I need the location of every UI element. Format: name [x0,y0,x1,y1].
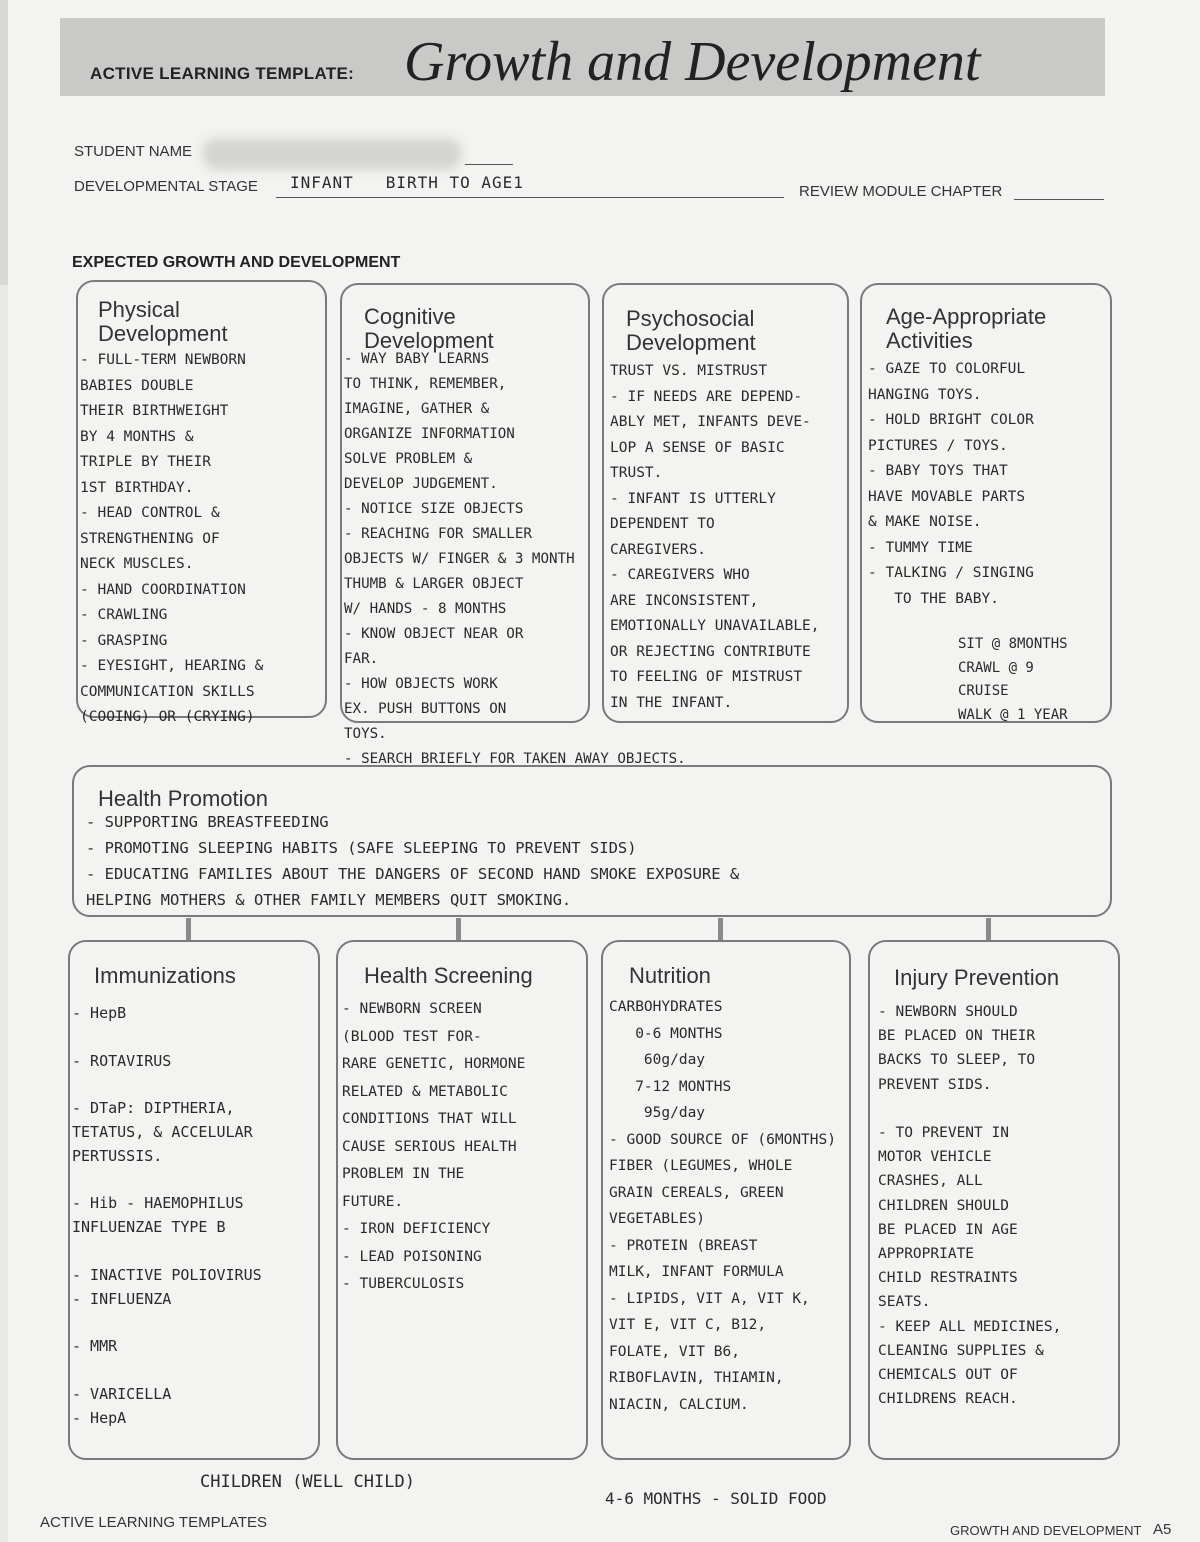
age-appropriate-activities-notes: - GAZE TO COLORFUL HANGING TOYS. - HOLD BRIGHT COLOR PICTURES / TOYS. - BABY TOYS THAT HAVE MOVABLE PARTS & MAKE NOISE. - TUMMY TIME - TALKING / SINGING TO THE BABY. [868,361,1034,607]
solid-food-annotation: 4-6 MONTHS - SOLID FOOD [605,1489,827,1508]
connector [718,918,723,940]
review-module-label: REVIEW MODULE CHAPTER [799,183,1003,200]
age-appropriate-activities-title: Age-Appropriate Activities [886,304,1047,353]
review-module-line [1014,199,1104,200]
psychosocial-development-title: Psychosocial Development [626,306,756,355]
nutrition-box [601,940,851,1460]
connector [186,918,191,940]
redacted-name [202,138,462,170]
psychosocial-development-notes: TRUST VS. MISTRUST - IF NEEDS ARE DEPEND- ABLY MET, INFANTS DEVE- LOP A SENSE OF BASIC TRUST. - INFANT IS UTTERLY DEPENDENT TO CAREGIVERS. - CAREGIVERS WHO ARE INCONSISTENT, EMOTIONALLY UNAVAILABLE, OR REJECTING CONTRIBUTE TO FEELING OF MISTRUST IN THE INFANT. [610,363,820,711]
physical-development-notes: - FULL-TERM NEWBORN BABIES DOUBLE THEIR BIRTHWEIGHT BY 4 MONTHS & TRIPLE BY THEIR 1ST BIRTHDAY. - HEAD CONTROL & STRENGTHENING OF NECK MUSCLES. - HAND COORDINATION - CRAWLING - GRASPING - EYESIGHT, HEARING & COMMUNICATION SKILLS (COOING) OR (CRYING) [80,352,264,725]
cognitive-development-box [340,283,686,767]
page-edge-shadow [0,0,8,285]
developmental-stage-value: INFANT BIRTH TO AGE1 [290,173,524,192]
connector [456,918,461,940]
page-number: A5 [1153,1521,1172,1538]
immunizations-notes: - HepB - ROTAVIRUS - DTaP: DIPTHERIA, TETATUS, & ACCELULAR PERTUSSIS. - Hib - HAEMOPHILUS INFLUENZAE TYPE B - INACTIVE POLIOVIRUS - INFLUENZA - MMR - VARICELLA - HepA [72,1004,262,1427]
footer-right: GROWTH AND DEVELOPMENT [950,1523,1142,1538]
physical-development-title: Physical Development [98,297,228,346]
immunizations-box [68,940,320,1460]
health-screening-notes: - NEWBORN SCREEN (BLOOD TEST FOR- RARE GENETIC, HORMONE RELATED & METABOLIC CONDITIONS THAT WILL CAUSE SERIOUS HEALTH PROBLEM IN THE FUTURE. - IRON DEFICIENCY - LEAD POISONING - TUBERCULOSIS [342,1001,526,1292]
developmental-stage-label: DEVELOPMENTAL STAGE [74,178,258,195]
cognitive-development-notes: - WAY BABY LEARNS TO THINK, REMEMBER, IMAGINE, GATHER & ORGANIZE INFORMATION SOLVE PROBLEM & DEVELOP JUDGEMENT. - NOTICE SIZE OBJECTS - REACHING FOR SMALLER OBJECTS W/ FINGER & 3 MONTH THUMB & LARGER OBJECT W/ HANDS - 8 MONTHS - KNOW OBJECT NEAR OR FAR. - HOW OBJECTS WORK EX. PUSH BUTTONS ON TOYS. - SEARCH BRIEFLY FOR TAKEN AWAY OBJECTS. [344,351,686,767]
developmental-stage-line [276,197,784,198]
injury-prevention-title: Injury Prevention [894,965,1060,990]
student-name-label: STUDENT NAME [74,143,193,160]
injury-prevention-box [868,940,1120,1460]
connector [986,918,991,940]
nutrition-notes: CARBOHYDRATES 0-6 MONTHS 60g/day 7-12 MONTHS 95g/day - GOOD SOURCE OF (6MONTHS) FIBER (LEGUMES, WHOLE GRAIN CEREALS, GREEN VEGETABLES) - PROTEIN (BREAST MILK, INFANT FORMULA - LIPIDS, VIT A, VIT K, VIT E, VIT C, B12, FOLATE, VIT B6, RIBOFLAVIN, THIAMIN, NIACIN, CALCIUM. [609,999,836,1413]
health-screening-box [336,940,588,1460]
page-title: Growth and Development [404,31,981,93]
nutrition-title: Nutrition [629,963,711,988]
cognitive-development-title: Cognitive Development [364,304,494,353]
health-screening-title: Health Screening [364,963,533,988]
health-promotion-title: Health Promotion [98,786,268,811]
psychosocial-development-box [602,283,849,723]
section-heading: EXPECTED GROWTH AND DEVELOPMENT [72,254,401,271]
health-promotion-box [72,765,1112,917]
age-appropriate-activities-box [860,283,1112,723]
physical-development-box [76,280,327,725]
children-annotation: CHILDREN (WELL CHILD) [200,1472,415,1492]
injury-prevention-notes: - NEWBORN SHOULD BE PLACED ON THEIR BACKS TO SLEEP, TO PREVENT SIDS. - TO PREVENT IN MOTOR VEHICLE CRASHES, ALL CHILDREN SHOULD BE PLACED IN AGE APPROPRIATE CHILD RESTRAINTS SEATS. - KEEP ALL MEDICINES, CLEANING SUPPLIES & CHEMICALS OUT OF CHILDRENS REACH. [878,1004,1062,1408]
student-name-line [465,164,513,165]
immunizations-title: Immunizations [94,963,236,988]
template-label: ACTIVE LEARNING TEMPLATE: [90,64,355,83]
motor-milestones-notes: SIT @ 8MONTHS CRAWL @ 9 CRUISE WALK @ 1 YEAR [958,636,1068,723]
footer-left: ACTIVE LEARNING TEMPLATES [40,1514,267,1531]
health-promotion-notes: - SUPPORTING BREASTFEEDING - PROMOTING SLEEPING HABITS (SAFE SLEEPING TO PREVENT SIDS) - EDUCATING FAMILIES ABOUT THE DANGERS OF SECOND HAND SMOKE EXPOSURE & HELPING MOTHERS & OTHER FAMILY MEMBERS QUIT SMOKING. [86,813,740,909]
title-banner [60,18,1105,96]
